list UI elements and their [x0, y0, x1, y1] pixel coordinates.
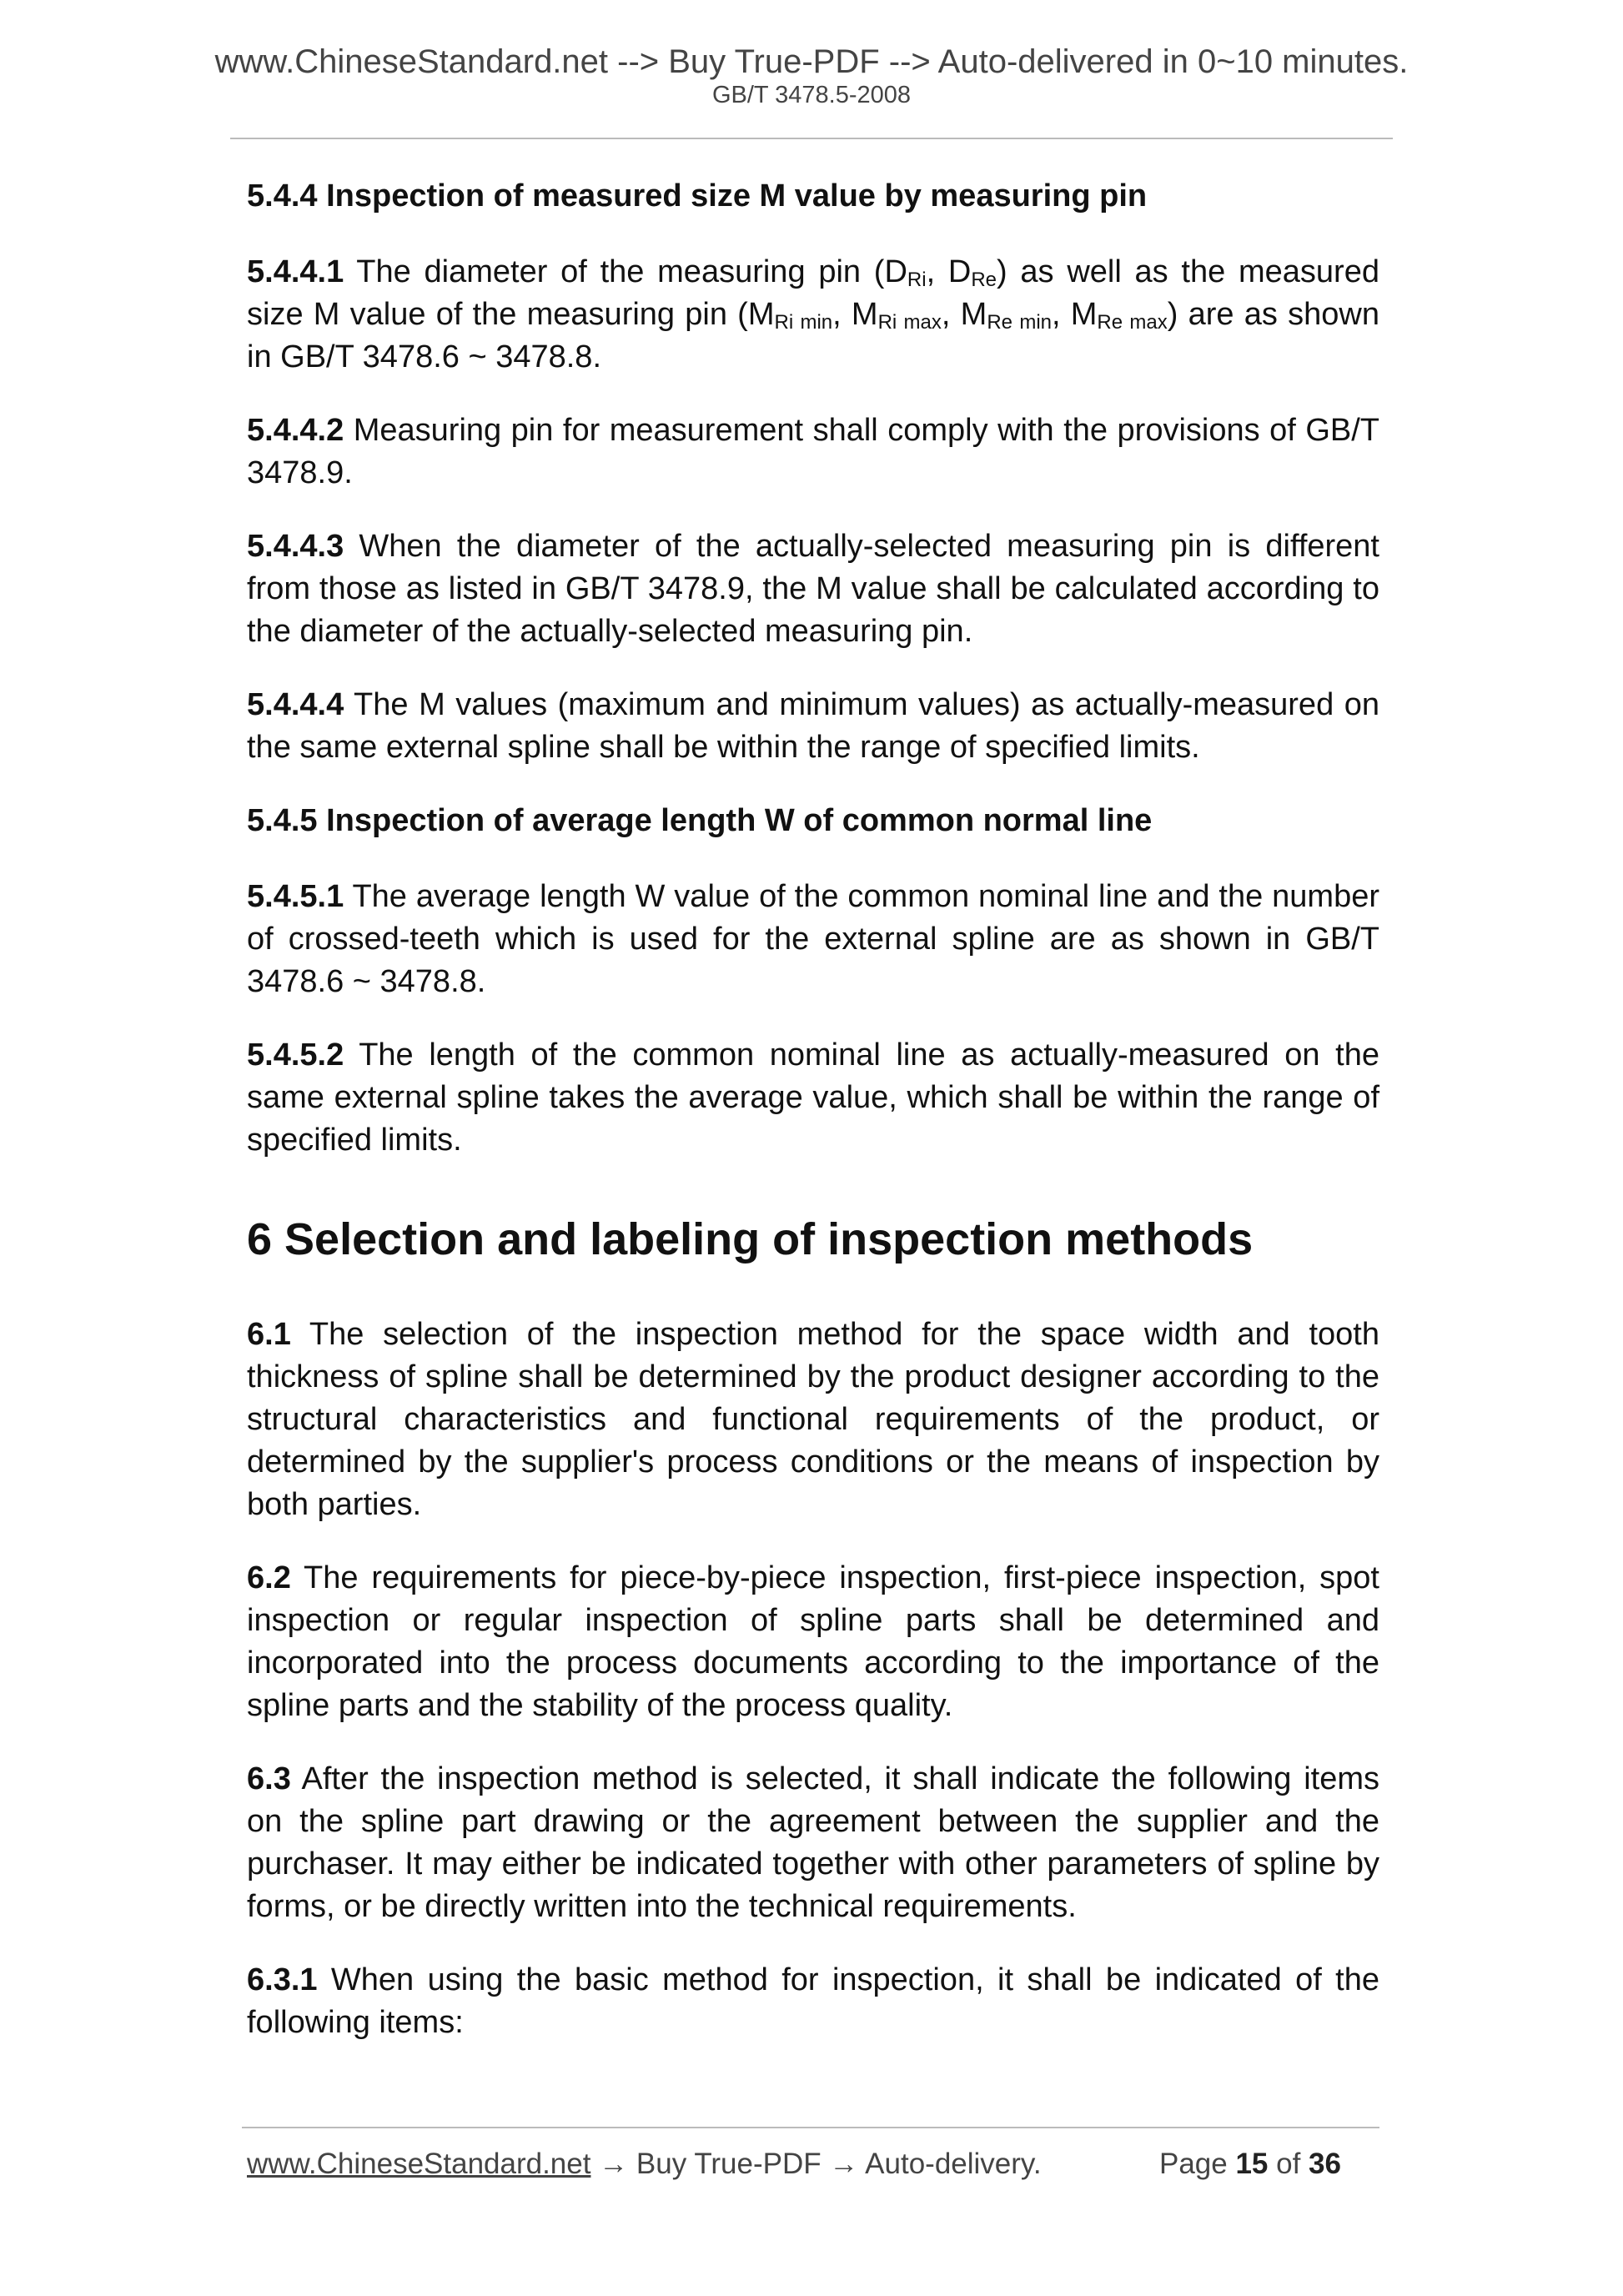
clause-5-4-5-2: [247, 1034, 1379, 1162]
page-label: Page: [1159, 2148, 1236, 2180]
subscript: Re: [971, 269, 997, 291]
heading-5-4-5: 5.4.5 Inspection of average length W of common normal line: [247, 803, 1153, 838]
footer-link[interactable]: www.ChineseStandard.net: [247, 2148, 591, 2180]
section-6-title: 6 Selection and labeling of inspection methods: [247, 1214, 1254, 1264]
clause-text: After the inspection method is selected, it shall indicate the following items on the spline part drawing or the agreement between the supplier and the purchaser. It may either be indicated together with other parameters of spline by forms, or be directly written into the technical requirements.: [247, 1761, 1379, 1924]
clause-text: When using the basic method for inspection, it shall be indicated of the following items:: [247, 1962, 1379, 2040]
page-indicator: [1159, 2146, 1341, 2183]
clause-text: , M: [941, 297, 987, 332]
clause-text: , D: [926, 254, 972, 289]
clause-number: 5.4.4.1: [247, 254, 344, 289]
clause-text: The requirements for piece-by-piece inspection, first-piece inspection, spot inspection or regular inspection of spline parts shall be determined and incorporated into the process documents according to the importance of the spline parts and the stability of the process quality.: [247, 1560, 1379, 1723]
clause-text: The selection of the inspection method for the space width and tooth thickness of spline shall be determined by the product designer according to the structural characteristics and functional requirements of the product, or determined by the supplier's process conditions or the means of inspection by both parties.: [247, 1317, 1379, 1522]
clause-number: 6.1: [247, 1317, 291, 1352]
clause-5-4-5-1: [247, 876, 1379, 1003]
subscript: Ri: [907, 269, 927, 291]
of-label: of: [1268, 2148, 1309, 2180]
subscript: Re max: [1097, 311, 1168, 334]
clause-6-1: [247, 1314, 1379, 1526]
header-divider: [230, 138, 1393, 139]
clause-number: 5.4.4.4: [247, 687, 344, 722]
clause-text: The M values (maximum and minimum values) as actually-measured on the same external spline shall be within the range of specified limits.: [247, 687, 1379, 765]
clause-6-3-1: [247, 1959, 1379, 2044]
clause-number: 5.4.5.1: [247, 879, 344, 914]
clause-text: ) as well as the measured size M value of the measuring pin (M: [247, 254, 1379, 332]
clause-number: 5.4.5.2: [247, 1037, 344, 1073]
current-page-number: 15: [1235, 2148, 1269, 2180]
footer-promo-text: → Buy True-PDF → Auto-delivery.: [590, 2148, 1042, 2180]
heading-5-4-4: 5.4.4 Inspection of measured size M value by measuring pin: [247, 178, 1148, 214]
clause-number: 6.2: [247, 1560, 291, 1595]
clause-number: 5.4.4.2: [247, 413, 344, 448]
standard-code: GB/T 3478.5-2008: [711, 82, 912, 108]
clause-text: The length of the common nominal line as actually-measured on the same external spline takes the average value, which shall be within the range of specified limits.: [247, 1037, 1379, 1158]
subscript: Re min: [987, 311, 1052, 334]
clause-5-4-4-3: [247, 525, 1379, 653]
total-pages: 36: [1309, 2148, 1341, 2180]
footer-promo: [247, 2146, 1042, 2183]
clause-number: 6.3: [247, 1761, 291, 1796]
footer-divider: [242, 2127, 1379, 2128]
top-banner: www.ChineseStandard.net --> Buy True-PDF --> Auto-delivered in 0~10 minutes.: [214, 43, 1409, 80]
clause-number: 6.3.1: [247, 1962, 318, 1997]
clause-5-4-4-1: [247, 251, 1379, 379]
clause-text: The average length W value of the common nominal line and the number of crossed-teeth which is used for the external spline are as shown in GB/T 3478.6 ~ 3478.8.: [247, 879, 1379, 999]
clause-text: Measuring pin for measurement shall comply with the provisions of GB/T 3478.9.: [247, 413, 1379, 490]
subscript: Ri min: [774, 311, 833, 334]
clause-text: The diameter of the measuring pin (D: [344, 254, 907, 289]
clause-text: , M: [1052, 297, 1098, 332]
clause-6-2: [247, 1557, 1379, 1727]
clause-5-4-4-2: [247, 409, 1379, 495]
clause-6-3: [247, 1758, 1379, 1928]
clause-5-4-4-4: [247, 684, 1379, 769]
clause-text: When the diameter of the actually-selected measuring pin is different from those as listed in GB/T 3478.9, the M value shall be calculated according to the diameter of the actually-selected measuring pin.: [247, 529, 1379, 649]
subscript: Ri max: [877, 311, 942, 334]
document-body: [247, 175, 1379, 2075]
clause-text: , M: [832, 297, 878, 332]
clause-number: 5.4.4.3: [247, 529, 344, 564]
clause-text: ) are as shown in GB/T 3478.6 ~ 3478.8.: [247, 297, 1379, 374]
